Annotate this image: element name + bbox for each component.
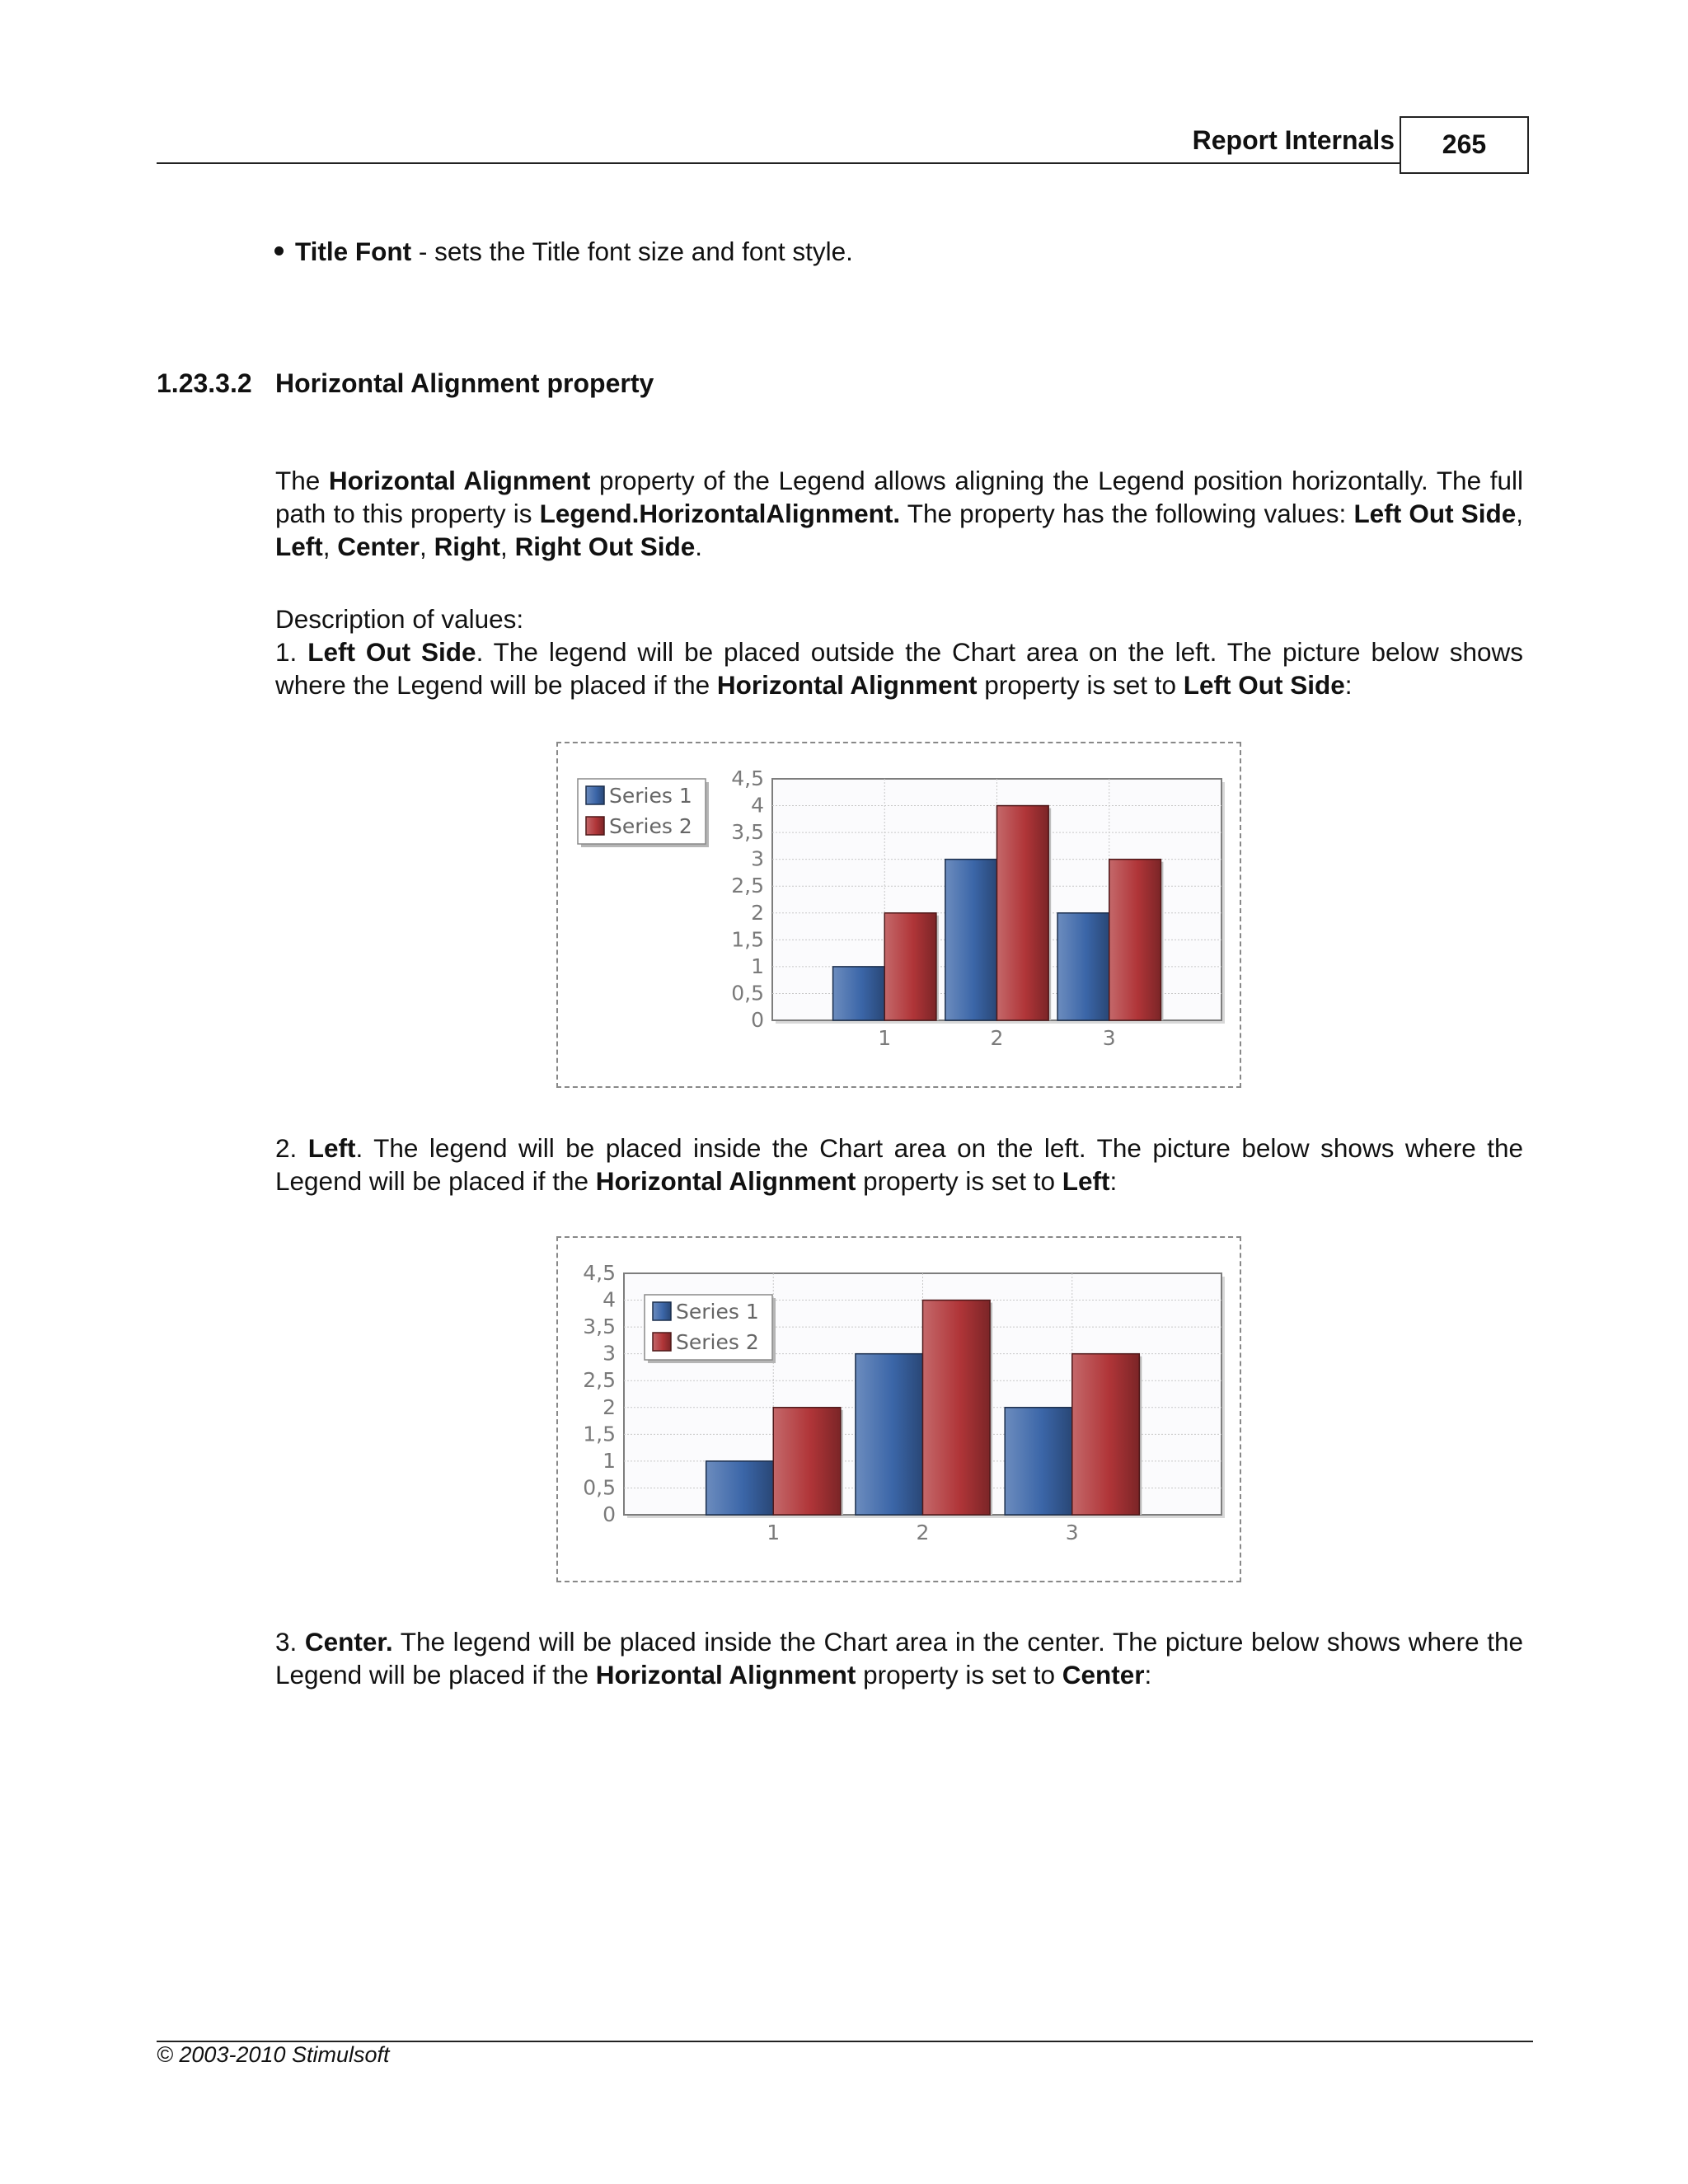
- y-tick-label: 2,5: [731, 874, 764, 898]
- x-tick-label: 1: [878, 1026, 892, 1050]
- y-tick-label: 0: [751, 1008, 764, 1032]
- bar: [1005, 1408, 1072, 1515]
- intro-paragraph: The Horizontal Alignment property of the Legend allows aligning the Legend position horizontally. The full path to this property is Legend.HorizontalAlignment. The property has the following values: Left Out Side, Left, Center, Right, Right Out Side.: [275, 466, 1523, 561]
- x-tick-label: 2: [916, 1521, 930, 1544]
- chart-left-out-side: [558, 743, 1240, 1086]
- bar: [997, 806, 1049, 1020]
- section-number: 1.23.3.2: [157, 368, 252, 398]
- bar: [1072, 1354, 1140, 1515]
- x-tick-label: 3: [1065, 1521, 1079, 1544]
- y-tick-label: 2: [751, 900, 764, 925]
- y-tick-label: 2: [603, 1394, 616, 1419]
- bar: [773, 1408, 841, 1515]
- bar: [706, 1461, 774, 1515]
- bar: [923, 1301, 991, 1515]
- y-tick-label: 1,5: [731, 927, 764, 952]
- x-tick-label: 1: [767, 1521, 781, 1544]
- y-tick-label: 0,5: [731, 981, 764, 1005]
- legend-swatch: [653, 1302, 671, 1320]
- page-number: 265: [1400, 116, 1529, 174]
- y-tick-label: 4,5: [583, 1261, 616, 1285]
- running-header-title: Report Internals: [1192, 125, 1395, 155]
- y-tick-label: 4,5: [731, 766, 764, 790]
- legend-swatch: [586, 817, 604, 835]
- bullet-dot: [274, 246, 284, 255]
- header-rule: [157, 162, 1401, 164]
- y-tick-label: 3,5: [583, 1315, 616, 1339]
- bullet-text: - sets the Title font size and font style.: [411, 237, 853, 266]
- y-tick-label: 3,5: [731, 820, 764, 845]
- footer-copyright: © 2003-2010 Stimulsoft: [157, 2042, 390, 2067]
- y-tick-label: 3: [603, 1341, 616, 1366]
- y-tick-label: 1: [603, 1448, 616, 1473]
- bullet-term: Title Font: [295, 237, 412, 266]
- item-left-out-side: 1. Left Out Side. The legend will be placed outside the Chart area on the left. The picture below shows where the Legend will be placed if the Horizontal Alignment property is set to Left Out Side:: [275, 637, 1523, 700]
- item-left: 2. Left. The legend will be placed inside the Chart area on the left. The picture below shows where the Legend will be placed if the Horizontal Alignment property is set to Left:: [275, 1133, 1523, 1196]
- legend-label: Series 2: [676, 1330, 759, 1354]
- bullet-title-font: [274, 235, 853, 268]
- y-tick-label: 1: [751, 954, 764, 978]
- legend-label: Series 1: [676, 1300, 759, 1324]
- bar: [1057, 913, 1109, 1020]
- y-tick-label: 4: [751, 793, 764, 818]
- bar: [1109, 860, 1161, 1020]
- chart-left: [558, 1238, 1240, 1581]
- bar: [833, 967, 885, 1020]
- y-tick-label: 0: [603, 1502, 616, 1526]
- y-tick-label: 1,5: [583, 1422, 616, 1446]
- x-tick-label: 2: [990, 1026, 1004, 1050]
- x-tick-label: 3: [1102, 1026, 1116, 1050]
- chart-left-out-side-frame: [556, 742, 1241, 1088]
- y-tick-label: 4: [603, 1287, 616, 1312]
- bar: [856, 1354, 923, 1515]
- legend-label: Series 1: [609, 784, 692, 808]
- y-tick-label: 2,5: [583, 1368, 616, 1393]
- chart-left-frame: [556, 1236, 1241, 1582]
- y-tick-label: 0,5: [583, 1475, 616, 1500]
- bar: [945, 860, 997, 1020]
- bar: [884, 913, 936, 1020]
- description-heading: Description of values:: [275, 604, 524, 634]
- legend-swatch: [653, 1333, 671, 1351]
- y-tick-label: 3: [751, 846, 764, 871]
- item-center: 3. Center. The legend will be placed inside the Chart area in the center. The picture below shows where the Legend will be placed if the Horizontal Alignment property is set to Center:: [275, 1627, 1523, 1690]
- legend-swatch: [586, 786, 604, 804]
- section-title: Horizontal Alignment property: [275, 368, 654, 398]
- legend-label: Series 2: [609, 814, 692, 838]
